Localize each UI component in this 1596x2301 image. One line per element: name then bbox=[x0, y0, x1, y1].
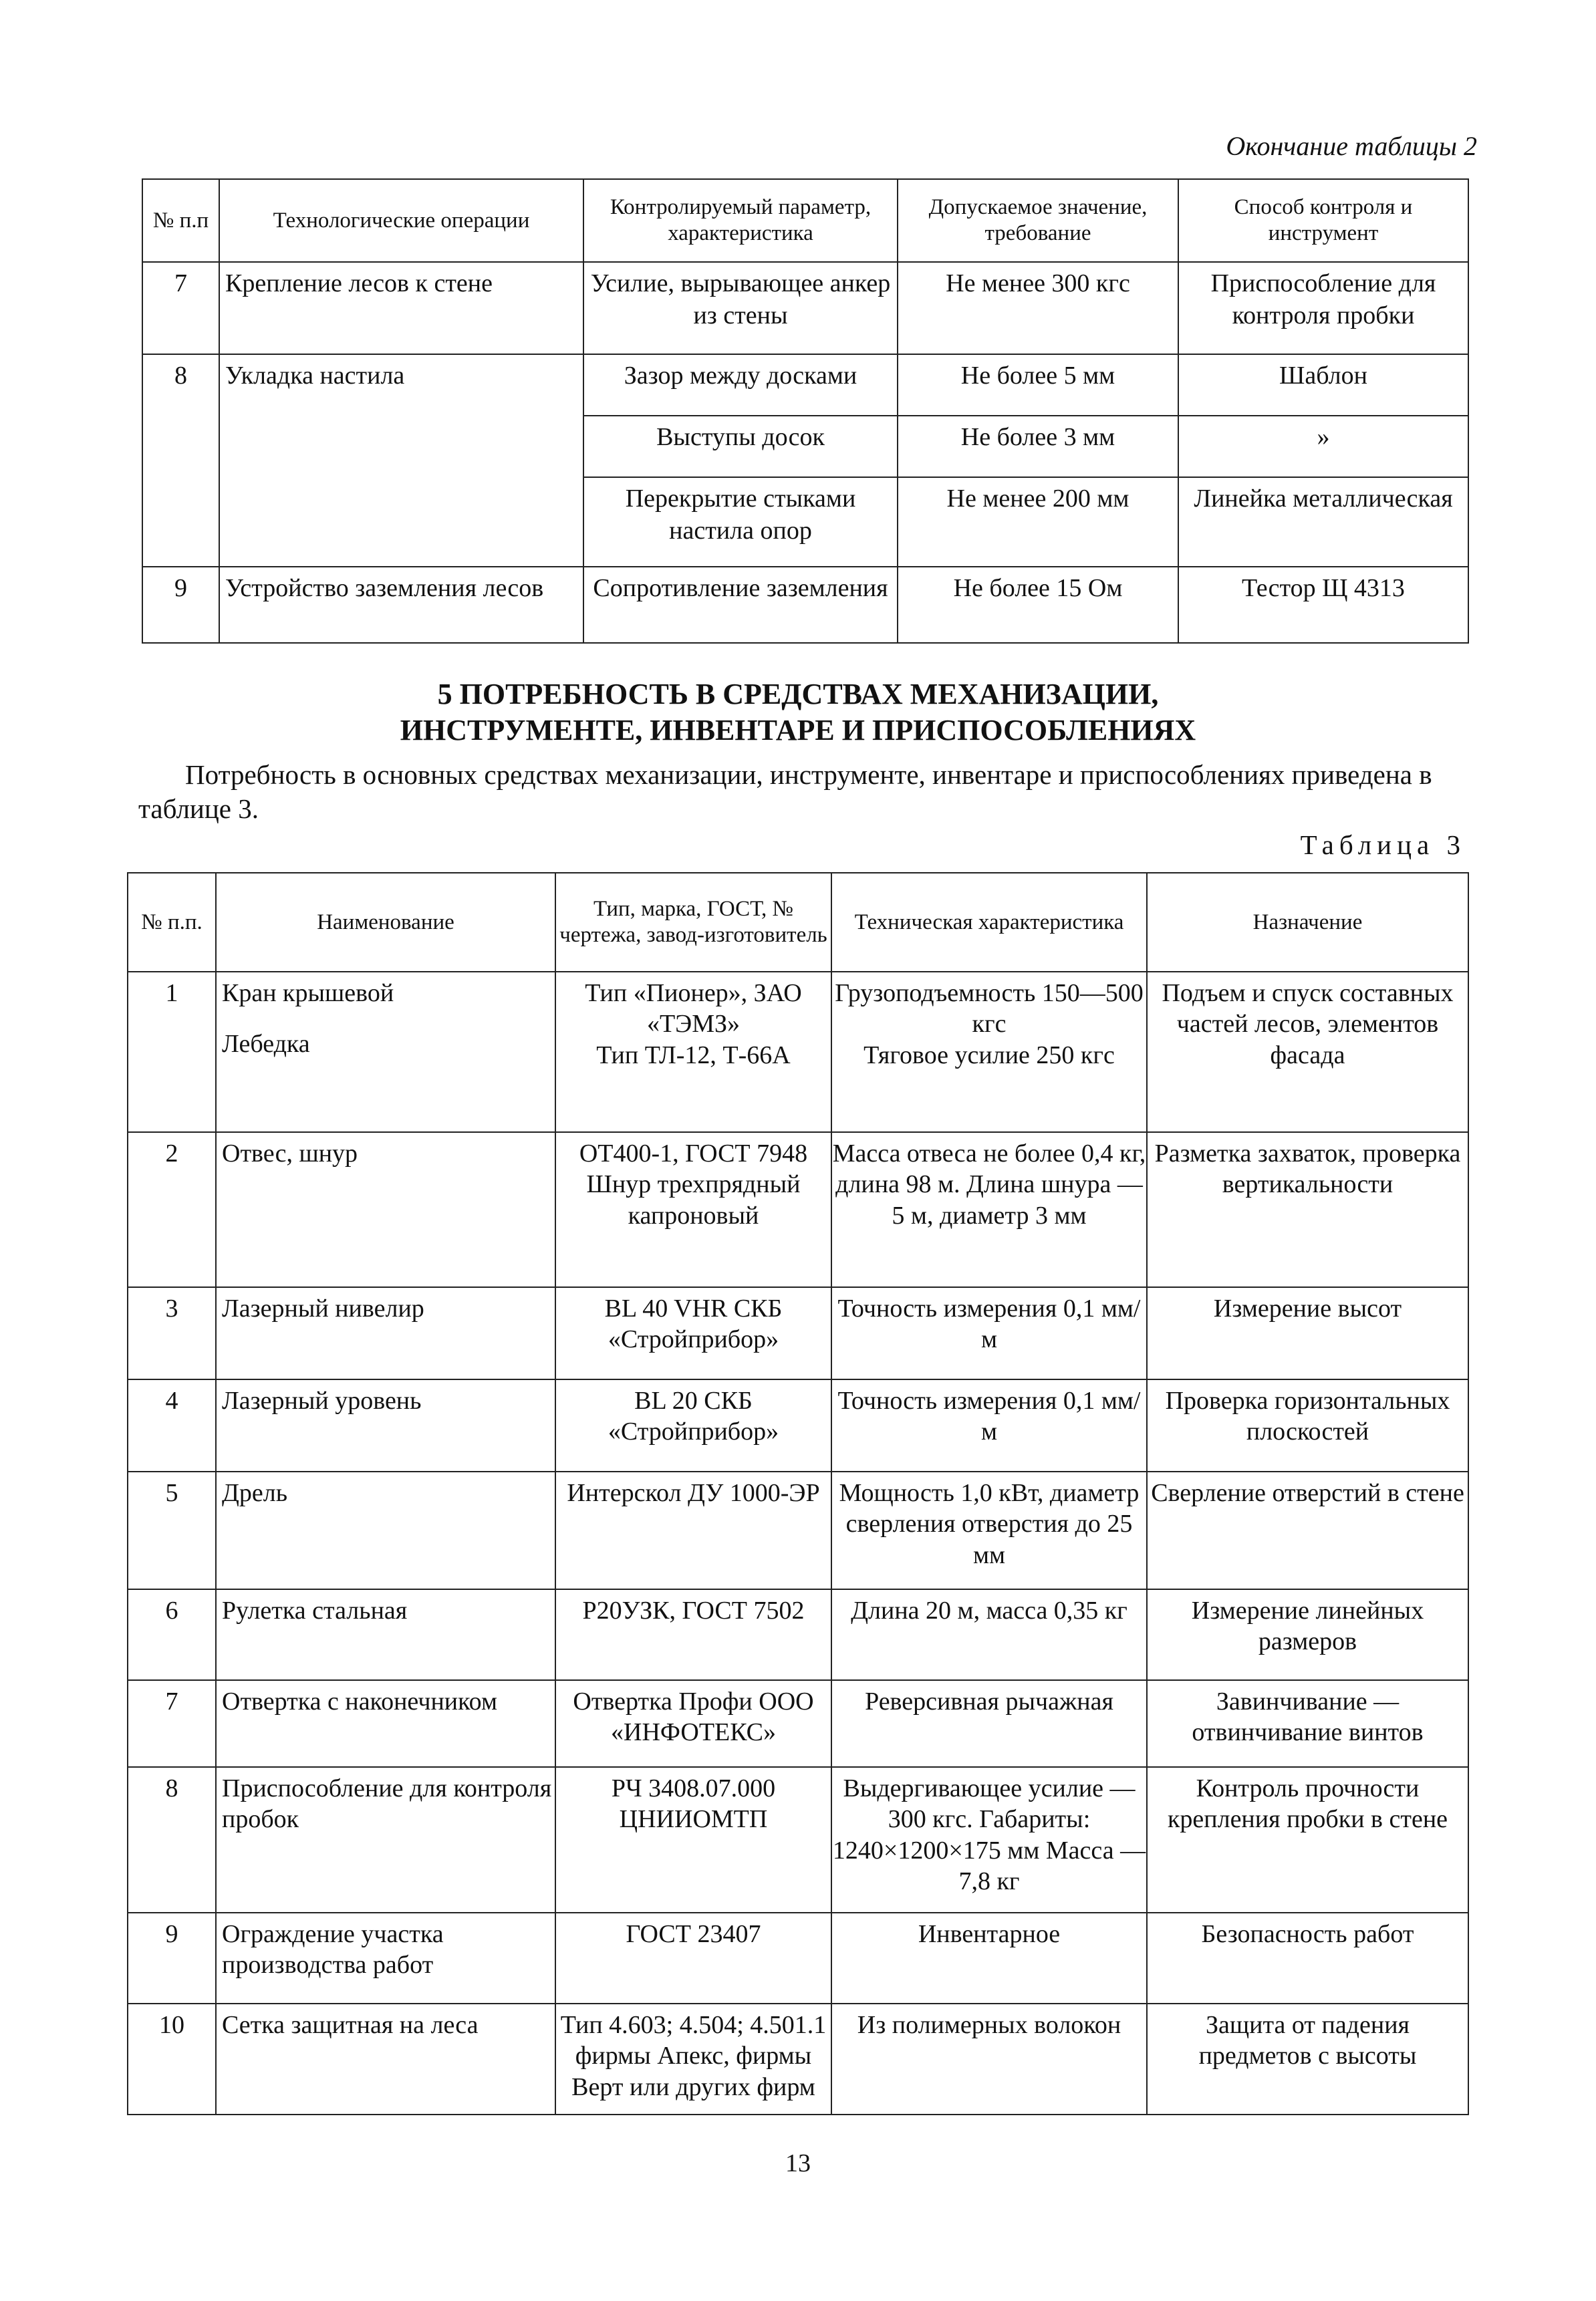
row-spec: Масса отвеса не более 0,4 кг, длина 98 м. Длина шнура — 5 м, диаметр 3 мм bbox=[831, 1132, 1147, 1287]
row-spec: Точность измерения 0,1 мм/м bbox=[831, 1287, 1147, 1379]
row-parameter: Усилие, вырывающее анкер из стены bbox=[583, 262, 898, 354]
page-number: 13 bbox=[785, 2149, 811, 2177]
row-num: 8 bbox=[142, 354, 219, 567]
section-title-line2: ИНСТРУМЕНТЕ, ИНВЕНТАРЕ И ПРИСПОСОБЛЕНИЯХ bbox=[400, 714, 1196, 747]
table2-caption: Окончание таблицы 2 bbox=[1226, 131, 1477, 161]
row-spec-1: Грузоподъемность 150—500 кгс bbox=[835, 979, 1144, 1039]
row-purpose: Разметка захваток, проверка вертикальности bbox=[1147, 1132, 1468, 1287]
row-name: Отвес, шнур bbox=[216, 1132, 555, 1287]
table-row bbox=[128, 1680, 1468, 1767]
row-type: ГОСТ 23407 bbox=[555, 1913, 831, 2004]
row-spec: Инвентарное bbox=[831, 1913, 1147, 2004]
table2-header-parameter: Контролируемый параметр, характеристика bbox=[583, 179, 898, 262]
row-value: Не менее 300 кгс bbox=[898, 262, 1178, 354]
row-purpose: Сверление отверстий в стене bbox=[1147, 1472, 1468, 1589]
row-name bbox=[216, 972, 555, 1132]
row-operation: Крепление лесов к стене bbox=[219, 262, 583, 354]
table3-header-row bbox=[128, 873, 1468, 972]
table-row bbox=[128, 1132, 1468, 1287]
row-name: Лазерный уровень bbox=[216, 1379, 555, 1472]
table3-header-type: Тип, марка, ГОСТ, № чертежа, завод-изготовитель bbox=[555, 873, 831, 972]
row-type: Интерскол ДУ 1000-ЭР bbox=[555, 1472, 831, 1589]
table2-header-method: Способ контроля и инструмент bbox=[1178, 179, 1468, 262]
row-num: 3 bbox=[128, 1287, 216, 1379]
table3-header-num: № п.п. bbox=[128, 873, 216, 972]
table2-header-num: № п.п bbox=[142, 179, 219, 262]
row-method: Тестор Щ 4313 bbox=[1178, 567, 1468, 643]
row-name: Сетка защитная на леса bbox=[216, 2004, 555, 2115]
table2-header-value: Допускаемое значение, требование bbox=[898, 179, 1178, 262]
row-type: ОТ400-1, ГОСТ 7948 Шнур трехпрядный капроновый bbox=[555, 1132, 831, 1287]
row-num: 7 bbox=[142, 262, 219, 354]
row-parameter: Выступы досок bbox=[583, 416, 898, 477]
row-name-2: Лебедка bbox=[222, 1030, 310, 1059]
row-type bbox=[555, 972, 831, 1132]
table3-header-name: Наименование bbox=[216, 873, 555, 972]
table-row bbox=[128, 1379, 1468, 1472]
row-purpose: Контроль прочности крепления пробки в стене bbox=[1147, 1767, 1468, 1913]
row-value: Не более 5 мм bbox=[898, 354, 1178, 416]
table-row bbox=[128, 1767, 1468, 1913]
row-spec: Реверсивная рычажная bbox=[831, 1680, 1147, 1767]
row-name: Приспособление для контроля пробок bbox=[216, 1767, 555, 1913]
table-row bbox=[128, 1913, 1468, 2004]
row-spec: Из полимерных волокон bbox=[831, 2004, 1147, 2115]
row-name: Рулетка стальная bbox=[216, 1589, 555, 1680]
section-paragraph-text: Потребность в основных средствах механизации, инструменте, инвентаре и приспособлениях приведена в таблице 3. bbox=[138, 759, 1432, 825]
table3 bbox=[127, 872, 1469, 2115]
row-num: 7 bbox=[128, 1680, 216, 1767]
row-num: 9 bbox=[142, 567, 219, 643]
row-type-1: Тип «Пионер», ЗАО «ТЭМЗ» bbox=[585, 979, 802, 1039]
table-row bbox=[142, 567, 1468, 643]
row-operation: Устройство заземления лесов bbox=[219, 567, 583, 643]
row-spec bbox=[831, 972, 1147, 1132]
row-name-1: Кран крышевой bbox=[222, 979, 394, 1007]
row-num: 5 bbox=[128, 1472, 216, 1589]
table3-header-spec: Техническая характеристика bbox=[831, 873, 1147, 972]
row-num: 8 bbox=[128, 1767, 216, 1913]
row-value: Не более 3 мм bbox=[898, 416, 1178, 477]
row-purpose: Подъем и спуск составных частей лесов, элементов фасада bbox=[1147, 972, 1468, 1132]
section-title-line1: 5 ПОТРЕБНОСТЬ В СРЕДСТВАХ МЕХАНИЗАЦИИ, bbox=[437, 678, 1159, 710]
row-purpose: Завинчивание — отвинчивание винтов bbox=[1147, 1680, 1468, 1767]
row-num: 4 bbox=[128, 1379, 216, 1472]
row-purpose: Измерение линейных размеров bbox=[1147, 1589, 1468, 1680]
row-name: Дрель bbox=[216, 1472, 555, 1589]
row-type: Р20УЗК, ГОСТ 7502 bbox=[555, 1589, 831, 1680]
row-value: Не более 15 Ом bbox=[898, 567, 1178, 643]
row-type: Отвертка Профи ООО «ИНФОТЕКС» bbox=[555, 1680, 831, 1767]
table-row bbox=[128, 1287, 1468, 1379]
row-method: » bbox=[1178, 416, 1468, 477]
row-parameter: Перекрытие стыками настила опор bbox=[583, 477, 898, 567]
row-num: 9 bbox=[128, 1913, 216, 2004]
row-num: 6 bbox=[128, 1589, 216, 1680]
row-num: 2 bbox=[128, 1132, 216, 1287]
row-spec: Мощность 1,0 кВт, диаметр сверления отверстия до 25 мм bbox=[831, 1472, 1147, 1589]
table2-header-row bbox=[142, 179, 1468, 262]
row-spec: Выдергивающее усилие — 300 кгс. Габариты: 1240×1200×175 мм Масса — 7,8 кг bbox=[831, 1767, 1147, 1913]
row-name: Отвертка с наконечником bbox=[216, 1680, 555, 1767]
row-spec-2: Тяговое усилие 250 кгс bbox=[863, 1041, 1115, 1069]
table2-header-operation: Технологические операции bbox=[219, 179, 583, 262]
table-row bbox=[142, 262, 1468, 354]
row-purpose: Защита от падения предметов с высоты bbox=[1147, 2004, 1468, 2115]
row-type-2: Тип ТЛ-12, Т-66А bbox=[596, 1041, 791, 1069]
row-purpose: Безопасность работ bbox=[1147, 1913, 1468, 2004]
row-type: BL 20 СКБ «Стройприбор» bbox=[555, 1379, 831, 1472]
row-method: Приспособление для контроля пробки bbox=[1178, 262, 1468, 354]
row-spec: Длина 20 м, масса 0,35 кг bbox=[831, 1589, 1147, 1680]
table-row bbox=[128, 972, 1468, 1132]
row-name: Лазерный нивелир bbox=[216, 1287, 555, 1379]
table2 bbox=[142, 178, 1469, 644]
row-purpose: Проверка горизонтальных плоскостей bbox=[1147, 1379, 1468, 1472]
section-paragraph bbox=[138, 758, 1472, 827]
table3-caption: Таблица 3 bbox=[1300, 829, 1466, 860]
table3-header-purpose: Назначение bbox=[1147, 873, 1468, 972]
table-row bbox=[128, 1472, 1468, 1589]
row-type: Тип 4.603; 4.504; 4.501.1 фирмы Апекс, фирмы Верт или других фирм bbox=[555, 2004, 831, 2115]
row-type: РЧ 3408.07.000 ЦНИИОМТП bbox=[555, 1767, 831, 1913]
table-row bbox=[128, 1589, 1468, 1680]
table-row bbox=[128, 2004, 1468, 2115]
row-spec: Точность измерения 0,1 мм/м bbox=[831, 1379, 1147, 1472]
row-parameter: Зазор между досками bbox=[583, 354, 898, 416]
row-type: BL 40 VHR СКБ «Стройприбор» bbox=[555, 1287, 831, 1379]
table-row bbox=[142, 354, 1468, 416]
row-method: Шаблон bbox=[1178, 354, 1468, 416]
row-parameter: Сопротивление заземления bbox=[583, 567, 898, 643]
row-num: 10 bbox=[128, 2004, 216, 2115]
row-name: Ограждение участка производства работ bbox=[216, 1913, 555, 2004]
row-value: Не менее 200 мм bbox=[898, 477, 1178, 567]
row-num: 1 bbox=[128, 972, 216, 1132]
row-operation: Укладка настила bbox=[219, 354, 583, 567]
row-method: Линейка металлическая bbox=[1178, 477, 1468, 567]
row-purpose: Измерение высот bbox=[1147, 1287, 1468, 1379]
